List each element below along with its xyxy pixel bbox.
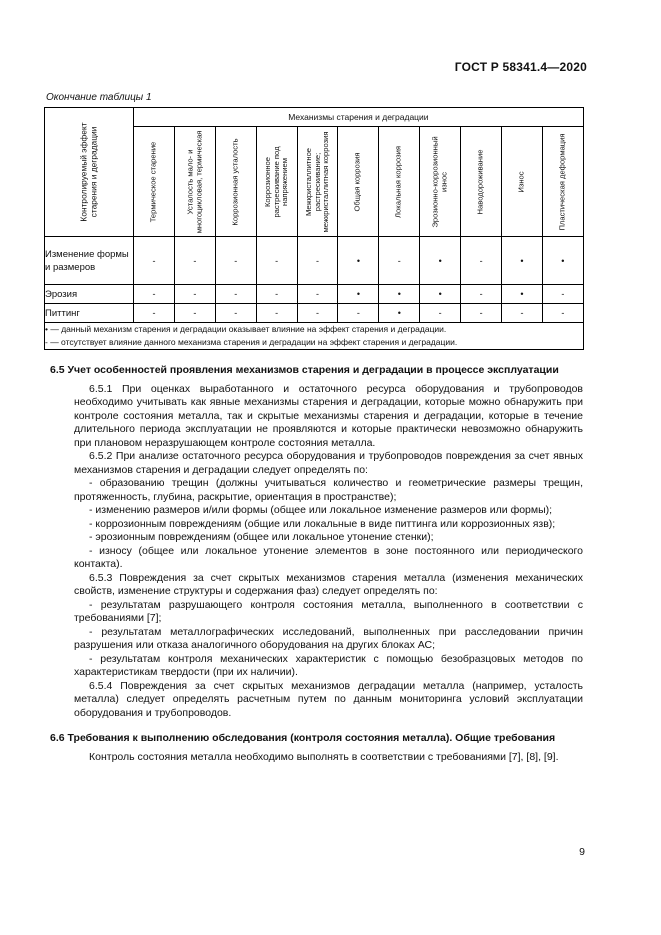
list-item: - износу (общее или локальное утонение элементов в зоне постоянного или периодического контакта).: [74, 544, 583, 570]
standard-number: ГОСТ Р 58341.4—2020: [454, 60, 587, 74]
table-cell: -: [542, 304, 583, 323]
row-header-text: Контролируемый эффект старения и деградации: [78, 122, 98, 222]
table-cell: -: [174, 285, 215, 304]
table-row: [45, 237, 584, 285]
table-cell: •: [379, 304, 420, 323]
table-cell: -: [174, 304, 215, 323]
table-cell: -: [215, 237, 256, 285]
column-header: Межкристаллитное растрескивание; межкристаллитная коррозия: [297, 127, 338, 237]
table-cell: -: [256, 285, 297, 304]
column-header: Локальная коррозия: [379, 127, 420, 237]
table-cell: -: [134, 304, 175, 323]
table-cell: •: [338, 237, 379, 285]
list-item: - эрозионным повреждениям (общее или локальное утонение стенки);: [89, 531, 434, 543]
table-cell: -: [297, 237, 338, 285]
table-cell: •: [542, 237, 583, 285]
paragraph-6-5-4: 6.5.4 Повреждения за счет скрытых механизмов деградации металла (например, усталость металла) следует определять расчетным путем по данным мониторинга условий эксплуатации оборудования и трубопроводов.: [74, 679, 583, 719]
table-cell: -: [338, 304, 379, 323]
list-item: - образованию трещин (должны учитываться количество и геометрические размеры трещин, протяженность, глубина, раскрытие, ориентация в пространстве);: [74, 477, 583, 503]
body-text: [50, 364, 583, 764]
section-6-5-title: 6.5 Учет особенностей проявления механизмов старения и деградации в процессе эксплуатации: [50, 364, 559, 376]
table-row: [45, 285, 584, 304]
table-cell: -: [297, 285, 338, 304]
table-cell: -: [542, 285, 583, 304]
list-item: - изменению размеров и/или формы (общее или локальное изменение размеров или формы);: [89, 504, 553, 516]
column-header: Усталость мало- и многоцикловая, термическая: [174, 127, 215, 237]
row-header-cell: [45, 108, 134, 237]
table-caption: Окончание таблицы 1: [46, 92, 152, 103]
table-cell: •: [502, 285, 543, 304]
list-item: - коррозионным повреждениям (общие или локальные в виде питтинга или коррозионных язв);: [89, 517, 556, 530]
table-cell: -: [379, 237, 420, 285]
table-cell: •: [502, 237, 543, 285]
table-notes-row: [45, 323, 584, 350]
column-header: Наводороживание: [461, 127, 502, 237]
list-item: - результатам металлографических исследований, выполненных при расследовании причин разрушения или отказа аналогичного оборудования на других блоках АС;: [74, 625, 583, 651]
table-cell: -: [215, 304, 256, 323]
table-cell: -: [215, 285, 256, 304]
group-header: Механизмы старения и деградации: [134, 108, 584, 127]
degradation-table: [44, 107, 584, 350]
table-cell: -: [256, 304, 297, 323]
table-cell: -: [461, 304, 502, 323]
table-cell: •: [338, 285, 379, 304]
column-header: Термическое старение: [134, 127, 175, 237]
column-header: Общая коррозия: [338, 127, 379, 237]
column-header: Износ: [502, 127, 543, 237]
row-label: Питтинг: [45, 304, 134, 323]
paragraph-6-5-3: 6.5.3 Повреждения за счет скрытых механизмов старения металла (изменения механических свойств, изменение структуры и содержания фаз) следует определять по:: [74, 571, 583, 597]
column-header: Коррозионная усталость: [215, 127, 256, 237]
table-cell: -: [461, 285, 502, 304]
table-cell: -: [461, 237, 502, 285]
note-bullet: • — данный механизм старения и деградации оказывает влияние на эффект старения и деградации.: [45, 324, 447, 334]
row-label: Изменение формы и размеров: [45, 237, 134, 285]
paragraph-6-6: Контроль состояния металла необходимо выполнять в соответствии с требованиями [7], [8], [9].: [89, 750, 559, 763]
note-dash: - — отсутствует влияние данного механизма старения и деградации на эффект старения и деградации.: [45, 337, 458, 347]
column-header: Эрозионно-коррозионный износ: [420, 127, 461, 237]
table-cell: •: [379, 285, 420, 304]
table-cell: -: [297, 304, 338, 323]
paragraph-6-5-1: 6.5.1 При оценках выработанного и остаточного ресурса оборудования и трубопроводов необходимо учитывать как явные механизмы старения и деградации, которые можно обнаружить при контроле состояния металла, так и скрытые механизмы старения и деградации, которые в течение длительного периода эксплуатации не проявляются и которые практически невозможно обнаружить при плановом неразрушающем контроле состояния металла.: [74, 382, 583, 449]
table-notes: [45, 323, 584, 350]
paragraph-6-5-2: 6.5.2 При анализе остаточного ресурса оборудования и трубопроводов повреждения за счет явных механизмов старения и деградации следует определять по:: [74, 450, 583, 476]
section-6-6-title: 6.6 Требования к выполнению обследования (контроля состояния металла). Общие требования: [50, 732, 556, 744]
table-cell: -: [134, 285, 175, 304]
list-item: - результатам контроля механических характеристик с помощью безобразцовых методов по характеристикам твердости (при их наличии).: [74, 652, 583, 678]
table-cell: -: [256, 237, 297, 285]
column-header: Коррозионное растрескивание под напряжением: [256, 127, 297, 237]
page-number: 9: [579, 846, 585, 858]
list-item: - результатам разрушающего контроля состояния металла, выполненного в соответствии с требованиями [7];: [74, 598, 583, 624]
table-row: [45, 304, 584, 323]
row-label: Эрозия: [45, 285, 134, 304]
table-cell: •: [420, 237, 461, 285]
column-header: Пластическая деформация: [542, 127, 583, 237]
table-cell: -: [174, 237, 215, 285]
table-cell: -: [134, 237, 175, 285]
table-cell: -: [420, 304, 461, 323]
table-cell: -: [502, 304, 543, 323]
table-cell: •: [420, 285, 461, 304]
